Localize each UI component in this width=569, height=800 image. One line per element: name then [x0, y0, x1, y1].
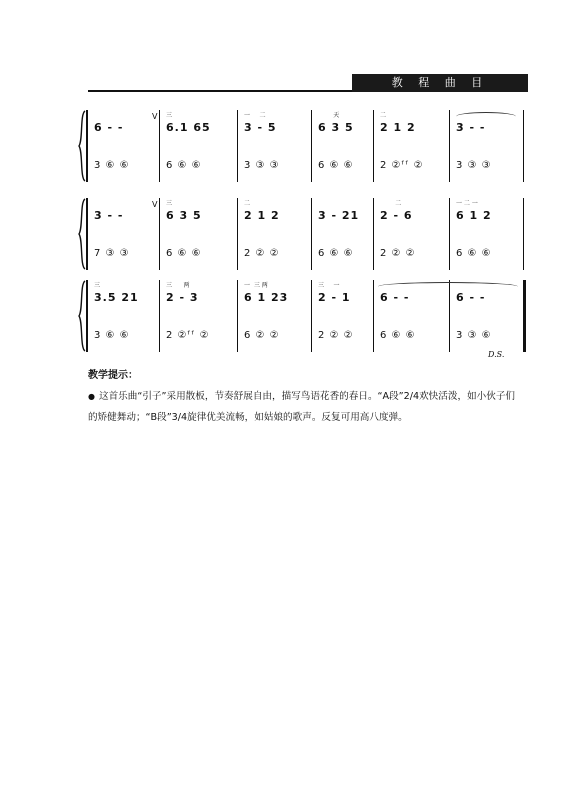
measure [88, 280, 160, 352]
melody-notes: 2 - 6 [380, 209, 413, 222]
section-title: 教 程 曲 目 [352, 74, 528, 92]
melody-notes: 6 - - [380, 291, 410, 304]
ds-mark: D.S. [488, 350, 505, 359]
melody-notes: 2 - 1 [318, 291, 351, 304]
score-system [78, 110, 526, 182]
brace-icon [78, 198, 84, 270]
fingering-mark: 天 [318, 112, 340, 119]
melody-notes: 2 - 3 [166, 291, 199, 304]
fingering-mark: 三 [166, 200, 173, 207]
fingering-mark: 一 二 [244, 112, 266, 119]
bar-line [523, 280, 526, 352]
melody-notes: 3 - - [456, 121, 486, 134]
melody-notes: 3 - 21 [318, 209, 360, 222]
fingering-mark: 一 三 两 [244, 282, 268, 289]
melody-notes: 2 1 2 [244, 209, 280, 222]
melody-notes: 6 1 2 [456, 209, 492, 222]
measure [238, 280, 312, 352]
measure [160, 110, 238, 182]
score-system [78, 198, 526, 270]
fingering-mark: 二 [244, 200, 251, 207]
bass-notes: 6 ⑥ ⑥ [318, 248, 354, 259]
measure [88, 110, 160, 182]
measure [160, 280, 238, 352]
bass-notes: 7 ③ ③ [94, 248, 130, 259]
measure [88, 198, 160, 270]
measure [374, 110, 450, 182]
bass-notes: 3 ⑥ ⑥ [94, 330, 130, 341]
score-system [78, 280, 526, 352]
fingering-mark: 三 一 [318, 282, 340, 289]
fingering-mark: 二 [380, 200, 402, 207]
slur-mark [378, 282, 518, 291]
bass-notes: 2 ②ᶠᶠ ② [380, 160, 424, 171]
measure [450, 198, 524, 270]
bullet-icon: ● [88, 392, 95, 401]
bass-notes: 6 ⑥ ⑥ [166, 248, 202, 259]
breath-mark-icon: V [152, 200, 158, 209]
bass-notes: 6 ② ② [244, 330, 280, 341]
measure [374, 198, 450, 270]
fingering-mark: 三 两 [166, 282, 190, 289]
tips-body [88, 386, 524, 428]
fingering-mark: 三 [166, 112, 173, 119]
fingering-mark: 二 [380, 112, 387, 119]
slur-mark [456, 112, 516, 121]
melody-notes: 3 - - [94, 209, 124, 222]
melody-notes: 3 - 5 [244, 121, 277, 134]
measure [238, 110, 312, 182]
melody-notes: 6 1 23 [244, 291, 289, 304]
measure [312, 280, 374, 352]
melody-notes: 6 - - [94, 121, 124, 134]
melody-notes: 6 - - [456, 291, 486, 304]
bass-notes: 3 ③ ③ [456, 160, 492, 171]
measure [312, 110, 374, 182]
fingering-mark: 三 [94, 282, 101, 289]
bar-line [523, 198, 524, 270]
melody-notes: 3.5 21 [94, 291, 139, 304]
bass-notes: 6 ⑥ ⑥ [456, 248, 492, 259]
bass-notes: 6 ⑥ ⑥ [380, 330, 416, 341]
melody-notes: 6 3 5 [318, 121, 354, 134]
tips-text: 这首乐曲“引子”采用散板，节奏舒展自由，描写鸟语花香的春日。“A段”2/4欢快活泼，如小伙子们的矫健舞动；“B段”3/4旋律优美流畅，如姑娘的歌声。反复可用高八度弹。 [88, 391, 516, 423]
fingering-mark: 一 二 一 [456, 200, 478, 207]
bass-notes: 2 ② ② [380, 248, 416, 259]
bar-line [523, 110, 524, 182]
bass-notes: 2 ② ② [318, 330, 354, 341]
melody-notes: 2 1 2 [380, 121, 416, 134]
tips-title: 教学提示： [88, 370, 138, 381]
measure [160, 198, 238, 270]
measure [312, 198, 374, 270]
bass-notes: 2 ②ᶠᶠ ② [166, 330, 210, 341]
measure [238, 198, 312, 270]
bass-notes: 3 ⑥ ⑥ [94, 160, 130, 171]
bass-notes: 6 ⑥ ⑥ [166, 160, 202, 171]
bass-notes: 6 ⑥ ⑥ [318, 160, 354, 171]
brace-icon [78, 280, 84, 352]
brace-icon [78, 110, 84, 182]
melody-notes: 6 3 5 [166, 209, 202, 222]
bass-notes: 2 ② ② [244, 248, 280, 259]
bass-notes: 3 ③ ⑥ [456, 330, 492, 341]
breath-mark-icon: V [152, 112, 158, 121]
melody-notes: 6.1 65 [166, 121, 211, 134]
bass-notes: 3 ③ ③ [244, 160, 280, 171]
